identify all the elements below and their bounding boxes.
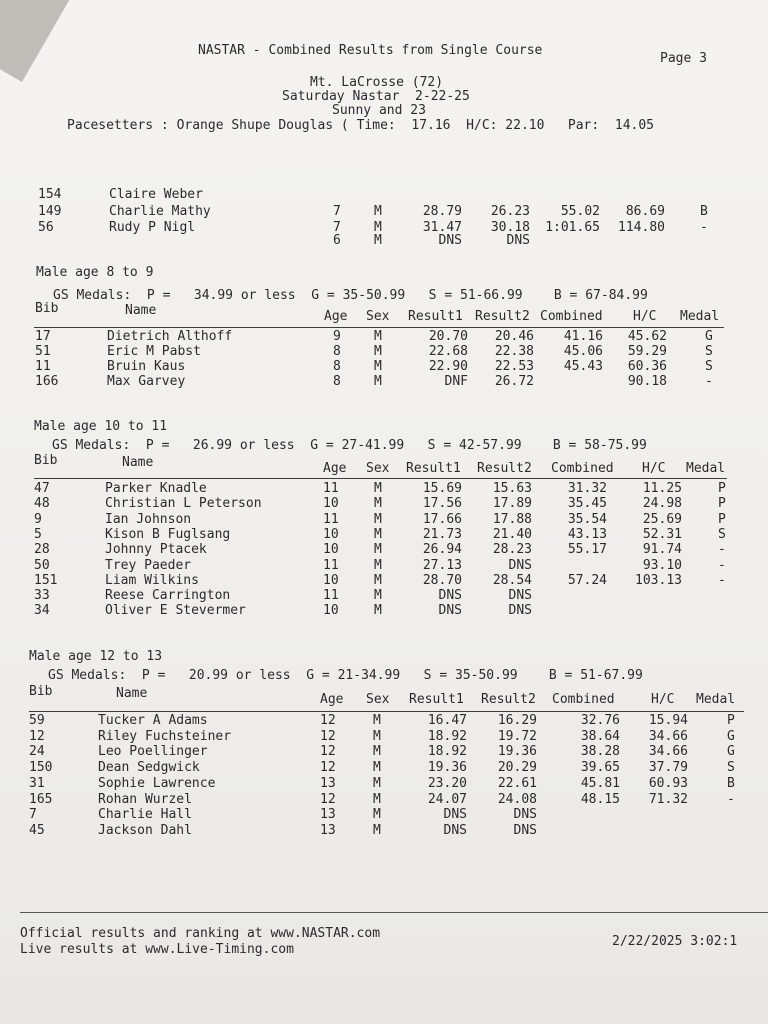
result-age: 8: [333, 344, 341, 359]
result-comb: 38.64: [580, 729, 620, 744]
column-header-age: Age: [320, 692, 344, 707]
top-row-medal: -: [700, 220, 708, 235]
column-header-r2: Result2: [475, 309, 530, 324]
column-header-medal: Medal: [696, 692, 736, 707]
top-row-hc: 86.69: [625, 204, 665, 219]
result-name: Jackson Dahl: [98, 823, 192, 838]
medal-standards: GS Medals: P = 20.99 or less G = 21-34.99 S = 35-50.99 B = 51-67.99: [48, 668, 643, 683]
top-row-name: Rudy P Nigl: [109, 220, 196, 235]
result-age: 13: [320, 823, 336, 838]
result-comb: 35.45: [567, 496, 607, 511]
column-header-comb: Combined: [552, 692, 615, 707]
top-row-r1: DNS: [438, 233, 462, 248]
top-row-bib: 149: [38, 204, 62, 219]
header-rule: [34, 327, 724, 328]
result-medal: S: [718, 527, 726, 542]
result-medal: S: [705, 344, 713, 359]
live-results-note: Live results at www.Live-Timing.com: [20, 942, 294, 957]
top-row-bib: 56: [38, 220, 54, 235]
result-age: 9: [333, 329, 341, 344]
result-age: 12: [320, 760, 336, 775]
result-hc: 15.94: [648, 713, 688, 728]
column-header-medal: Medal: [686, 461, 726, 476]
result-comb: 45.43: [563, 359, 603, 374]
result-hc: 60.36: [627, 359, 667, 374]
result-r1: 17.56: [422, 496, 462, 511]
result-r1: 15.69: [422, 481, 462, 496]
result-r2: 16.29: [497, 713, 537, 728]
result-name: Kison B Fuglsang: [105, 527, 231, 542]
result-name: Rohan Wurzel: [98, 792, 192, 807]
result-r2: 17.88: [492, 512, 532, 527]
result-r2: DNS: [513, 807, 537, 822]
column-header-r1: Result1: [409, 692, 464, 707]
result-bib: 12: [29, 729, 45, 744]
result-r2: 15.63: [492, 481, 532, 496]
event-name: Saturday Nastar 2-22-25: [282, 89, 470, 104]
column-header-name: Name: [125, 303, 157, 318]
result-bib: 5: [34, 527, 42, 542]
result-bib: 45: [29, 823, 45, 838]
result-age: 10: [323, 542, 339, 557]
result-hc: 91.74: [642, 542, 682, 557]
result-name: Max Garvey: [107, 374, 186, 389]
result-r1: 27.13: [422, 558, 462, 573]
result-bib: 7: [29, 807, 37, 822]
result-age: 11: [323, 481, 339, 496]
column-header-medal: Medal: [680, 309, 720, 324]
result-hc: 11.25: [642, 481, 682, 496]
result-age: 13: [320, 776, 336, 791]
result-hc: 59.29: [627, 344, 667, 359]
top-row-sex: M: [374, 220, 382, 235]
result-comb: 43.13: [567, 527, 607, 542]
result-bib: 34: [34, 603, 50, 618]
result-bib: 151: [34, 573, 58, 588]
sheet-title: NASTAR - Combined Results from Single Course: [198, 43, 543, 58]
result-r1: 23.20: [427, 776, 467, 791]
result-medal: -: [727, 792, 735, 807]
result-sex: M: [374, 542, 382, 557]
result-hc: 34.66: [648, 729, 688, 744]
paper-corner: [0, 0, 82, 82]
top-row-age: 6: [333, 233, 341, 248]
result-sex: M: [373, 713, 381, 728]
result-sex: M: [374, 512, 382, 527]
result-medal: -: [718, 542, 726, 557]
result-name: Tucker A Adams: [98, 713, 208, 728]
result-age: 10: [323, 603, 339, 618]
result-bib: 28: [34, 542, 50, 557]
column-header-hc: H/C: [633, 309, 657, 324]
result-r1: DNS: [443, 823, 467, 838]
result-name: Riley Fuchsteiner: [98, 729, 232, 744]
result-age: 11: [323, 588, 339, 603]
result-hc: 24.98: [642, 496, 682, 511]
result-r2: 28.54: [492, 573, 532, 588]
result-medal: S: [727, 760, 735, 775]
result-medal: S: [705, 359, 713, 374]
top-row-hc: 114.80: [618, 220, 665, 235]
top-row-comb: 55.02: [560, 204, 600, 219]
result-medal: -: [718, 573, 726, 588]
result-bib: 165: [29, 792, 53, 807]
result-medal: -: [705, 374, 713, 389]
result-sex: M: [374, 496, 382, 511]
result-r1: 22.90: [428, 359, 468, 374]
pacesetters-line: Pacesetters : Orange Shupe Douglas ( Time: 17.16 H/C: 22.10 Par: 14.05: [67, 118, 654, 133]
result-sex: M: [374, 344, 382, 359]
result-r2: 20.46: [494, 329, 534, 344]
column-header-age: Age: [324, 309, 348, 324]
column-header-age: Age: [323, 461, 347, 476]
result-sex: M: [373, 823, 381, 838]
result-r1: 18.92: [427, 744, 467, 759]
result-age: 12: [320, 792, 336, 807]
result-comb: 57.24: [567, 573, 607, 588]
result-r2: 28.23: [492, 542, 532, 557]
result-age: 12: [320, 713, 336, 728]
result-hc: 90.18: [627, 374, 667, 389]
top-row-bib: 154: [38, 187, 62, 202]
result-r2: 22.61: [497, 776, 537, 791]
result-r2: 26.72: [494, 374, 534, 389]
result-hc: 37.79: [648, 760, 688, 775]
result-comb: 38.28: [580, 744, 620, 759]
result-r1: 24.07: [427, 792, 467, 807]
result-name: Sophie Lawrence: [98, 776, 216, 791]
result-r1: DNS: [438, 603, 462, 618]
area-name: Mt. LaCrosse (72): [310, 75, 444, 90]
result-medal: B: [727, 776, 735, 791]
result-sex: M: [374, 481, 382, 496]
result-medal: P: [718, 496, 726, 511]
result-r2: 19.36: [497, 744, 537, 759]
result-r2: 22.38: [494, 344, 534, 359]
result-comb: 41.16: [563, 329, 603, 344]
result-r2: DNS: [508, 588, 532, 603]
result-r1: DNS: [438, 588, 462, 603]
result-r2: DNS: [508, 603, 532, 618]
top-row-r2: DNS: [506, 233, 530, 248]
column-header-bib: Bib: [34, 453, 58, 468]
result-sex: M: [374, 573, 382, 588]
result-bib: 24: [29, 744, 45, 759]
column-header-r2: Result2: [477, 461, 532, 476]
result-r2: 20.29: [497, 760, 537, 775]
result-r2: DNS: [508, 558, 532, 573]
result-medal: P: [718, 481, 726, 496]
result-sex: M: [373, 744, 381, 759]
column-header-hc: H/C: [642, 461, 666, 476]
result-sex: M: [374, 603, 382, 618]
top-row-age: 7: [333, 204, 341, 219]
column-header-sex: Sex: [366, 461, 390, 476]
column-header-sex: Sex: [366, 692, 390, 707]
result-age: 11: [323, 558, 339, 573]
result-sex: M: [373, 729, 381, 744]
footer-rule: [20, 912, 768, 913]
top-row-age: 7: [333, 220, 341, 235]
result-age: 12: [320, 729, 336, 744]
top-row-r1: 31.47: [422, 220, 462, 235]
result-r2: 22.53: [494, 359, 534, 374]
top-row-name: Claire Weber: [109, 187, 203, 202]
result-comb: 31.32: [567, 481, 607, 496]
result-name: Parker Knadle: [105, 481, 207, 496]
result-sex: M: [374, 359, 382, 374]
result-name: Oliver E Stevermer: [105, 603, 246, 618]
column-header-bib: Bib: [29, 684, 53, 699]
result-sex: M: [373, 776, 381, 791]
column-header-comb: Combined: [551, 461, 614, 476]
result-name: Dietrich Althoff: [107, 329, 233, 344]
result-sex: M: [374, 329, 382, 344]
top-row-sex: M: [374, 204, 382, 219]
result-medal: G: [727, 744, 735, 759]
result-r1: DNF: [444, 374, 468, 389]
header-rule: [34, 478, 727, 479]
top-row-r2: 30.18: [490, 220, 530, 235]
column-header-r1: Result1: [408, 309, 463, 324]
official-results-note: Official results and ranking at www.NASTAR.com: [20, 926, 381, 941]
column-header-sex: Sex: [366, 309, 390, 324]
result-name: Eric M Pabst: [107, 344, 201, 359]
result-r2: 21.40: [492, 527, 532, 542]
result-bib: 50: [34, 558, 50, 573]
result-r1: 21.73: [422, 527, 462, 542]
top-row-sex: M: [374, 233, 382, 248]
result-r1: 28.70: [422, 573, 462, 588]
result-bib: 47: [34, 481, 50, 496]
result-age: 8: [333, 359, 341, 374]
result-sex: M: [373, 792, 381, 807]
result-age: 11: [323, 512, 339, 527]
column-header-bib: Bib: [35, 301, 59, 316]
result-age: 10: [323, 573, 339, 588]
result-name: Liam Wilkins: [105, 573, 199, 588]
result-bib: 17: [35, 329, 51, 344]
result-medal: P: [727, 713, 735, 728]
result-bib: 11: [35, 359, 51, 374]
result-hc: 93.10: [642, 558, 682, 573]
column-header-r2: Result2: [481, 692, 536, 707]
result-r1: 16.47: [427, 713, 467, 728]
result-name: Dean Sedgwick: [98, 760, 200, 775]
top-row-medal: B: [700, 204, 708, 219]
result-name: Christian L Peterson: [105, 496, 262, 511]
result-sex: M: [374, 374, 382, 389]
result-comb: 39.65: [580, 760, 620, 775]
result-comb: 45.06: [563, 344, 603, 359]
result-r1: 20.70: [428, 329, 468, 344]
result-hc: 71.32: [648, 792, 688, 807]
medal-standards: GS Medals: P = 34.99 or less G = 35-50.99 S = 51-66.99 B = 67-84.99: [53, 288, 648, 303]
top-row-comb: 1:01.65: [545, 220, 600, 235]
result-bib: 150: [29, 760, 53, 775]
result-medal: P: [718, 512, 726, 527]
column-header-name: Name: [122, 455, 154, 470]
top-row-name: Charlie Mathy: [109, 204, 211, 219]
result-sex: M: [374, 558, 382, 573]
result-r1: 26.94: [422, 542, 462, 557]
result-hc: 52.31: [642, 527, 682, 542]
top-row-r2: 26.23: [490, 204, 530, 219]
result-sex: M: [373, 760, 381, 775]
result-medal: G: [705, 329, 713, 344]
result-r1: 19.36: [427, 760, 467, 775]
result-sex: M: [374, 588, 382, 603]
result-medal: -: [718, 558, 726, 573]
medal-standards: GS Medals: P = 26.99 or less G = 27-41.99 S = 42-57.99 B = 58-75.99: [52, 438, 647, 453]
result-hc: 103.13: [635, 573, 682, 588]
result-r1: 22.68: [428, 344, 468, 359]
result-bib: 166: [35, 374, 59, 389]
result-bib: 9: [34, 512, 42, 527]
result-comb: 32.76: [580, 713, 620, 728]
header-rule: [29, 711, 744, 712]
result-sex: M: [373, 807, 381, 822]
result-age: 10: [323, 496, 339, 511]
weather-line: Sunny and 23: [332, 103, 426, 118]
result-r2: 17.89: [492, 496, 532, 511]
result-hc: 34.66: [648, 744, 688, 759]
result-r2: DNS: [513, 823, 537, 838]
result-name: Trey Paeder: [105, 558, 192, 573]
result-comb: 35.54: [567, 512, 607, 527]
column-header-comb: Combined: [540, 309, 603, 324]
result-bib: 59: [29, 713, 45, 728]
result-name: Bruin Kaus: [107, 359, 186, 374]
printed-datetime: 2/22/2025 3:02:1: [612, 934, 738, 949]
result-comb: 55.17: [567, 542, 607, 557]
page-number: Page 3: [660, 51, 707, 66]
result-r2: 19.72: [497, 729, 537, 744]
result-r1: DNS: [443, 807, 467, 822]
result-r1: 18.92: [427, 729, 467, 744]
result-name: Johnny Ptacek: [105, 542, 207, 557]
column-header-name: Name: [116, 686, 148, 701]
result-age: 13: [320, 807, 336, 822]
result-comb: 48.15: [580, 792, 620, 807]
age-group-title: Male age 8 to 9: [36, 265, 154, 280]
column-header-hc: H/C: [651, 692, 675, 707]
result-age: 8: [333, 374, 341, 389]
result-age: 10: [323, 527, 339, 542]
result-name: Leo Poellinger: [98, 744, 208, 759]
result-hc: 60.93: [648, 776, 688, 791]
age-group-title: Male age 10 to 11: [34, 419, 168, 434]
result-r1: 17.66: [422, 512, 462, 527]
result-r2: 24.08: [497, 792, 537, 807]
result-name: Charlie Hall: [98, 807, 192, 822]
result-medal: G: [727, 729, 735, 744]
result-name: Ian Johnson: [105, 512, 192, 527]
result-age: 12: [320, 744, 336, 759]
result-bib: 33: [34, 588, 50, 603]
result-hc: 25.69: [642, 512, 682, 527]
result-hc: 45.62: [627, 329, 667, 344]
age-group-title: Male age 12 to 13: [29, 649, 163, 664]
result-bib: 48: [34, 496, 50, 511]
result-sex: M: [374, 527, 382, 542]
top-row-r1: 28.79: [422, 204, 462, 219]
result-bib: 51: [35, 344, 51, 359]
result-comb: 45.81: [580, 776, 620, 791]
result-bib: 31: [29, 776, 45, 791]
column-header-r1: Result1: [406, 461, 461, 476]
result-name: Reese Carrington: [105, 588, 231, 603]
